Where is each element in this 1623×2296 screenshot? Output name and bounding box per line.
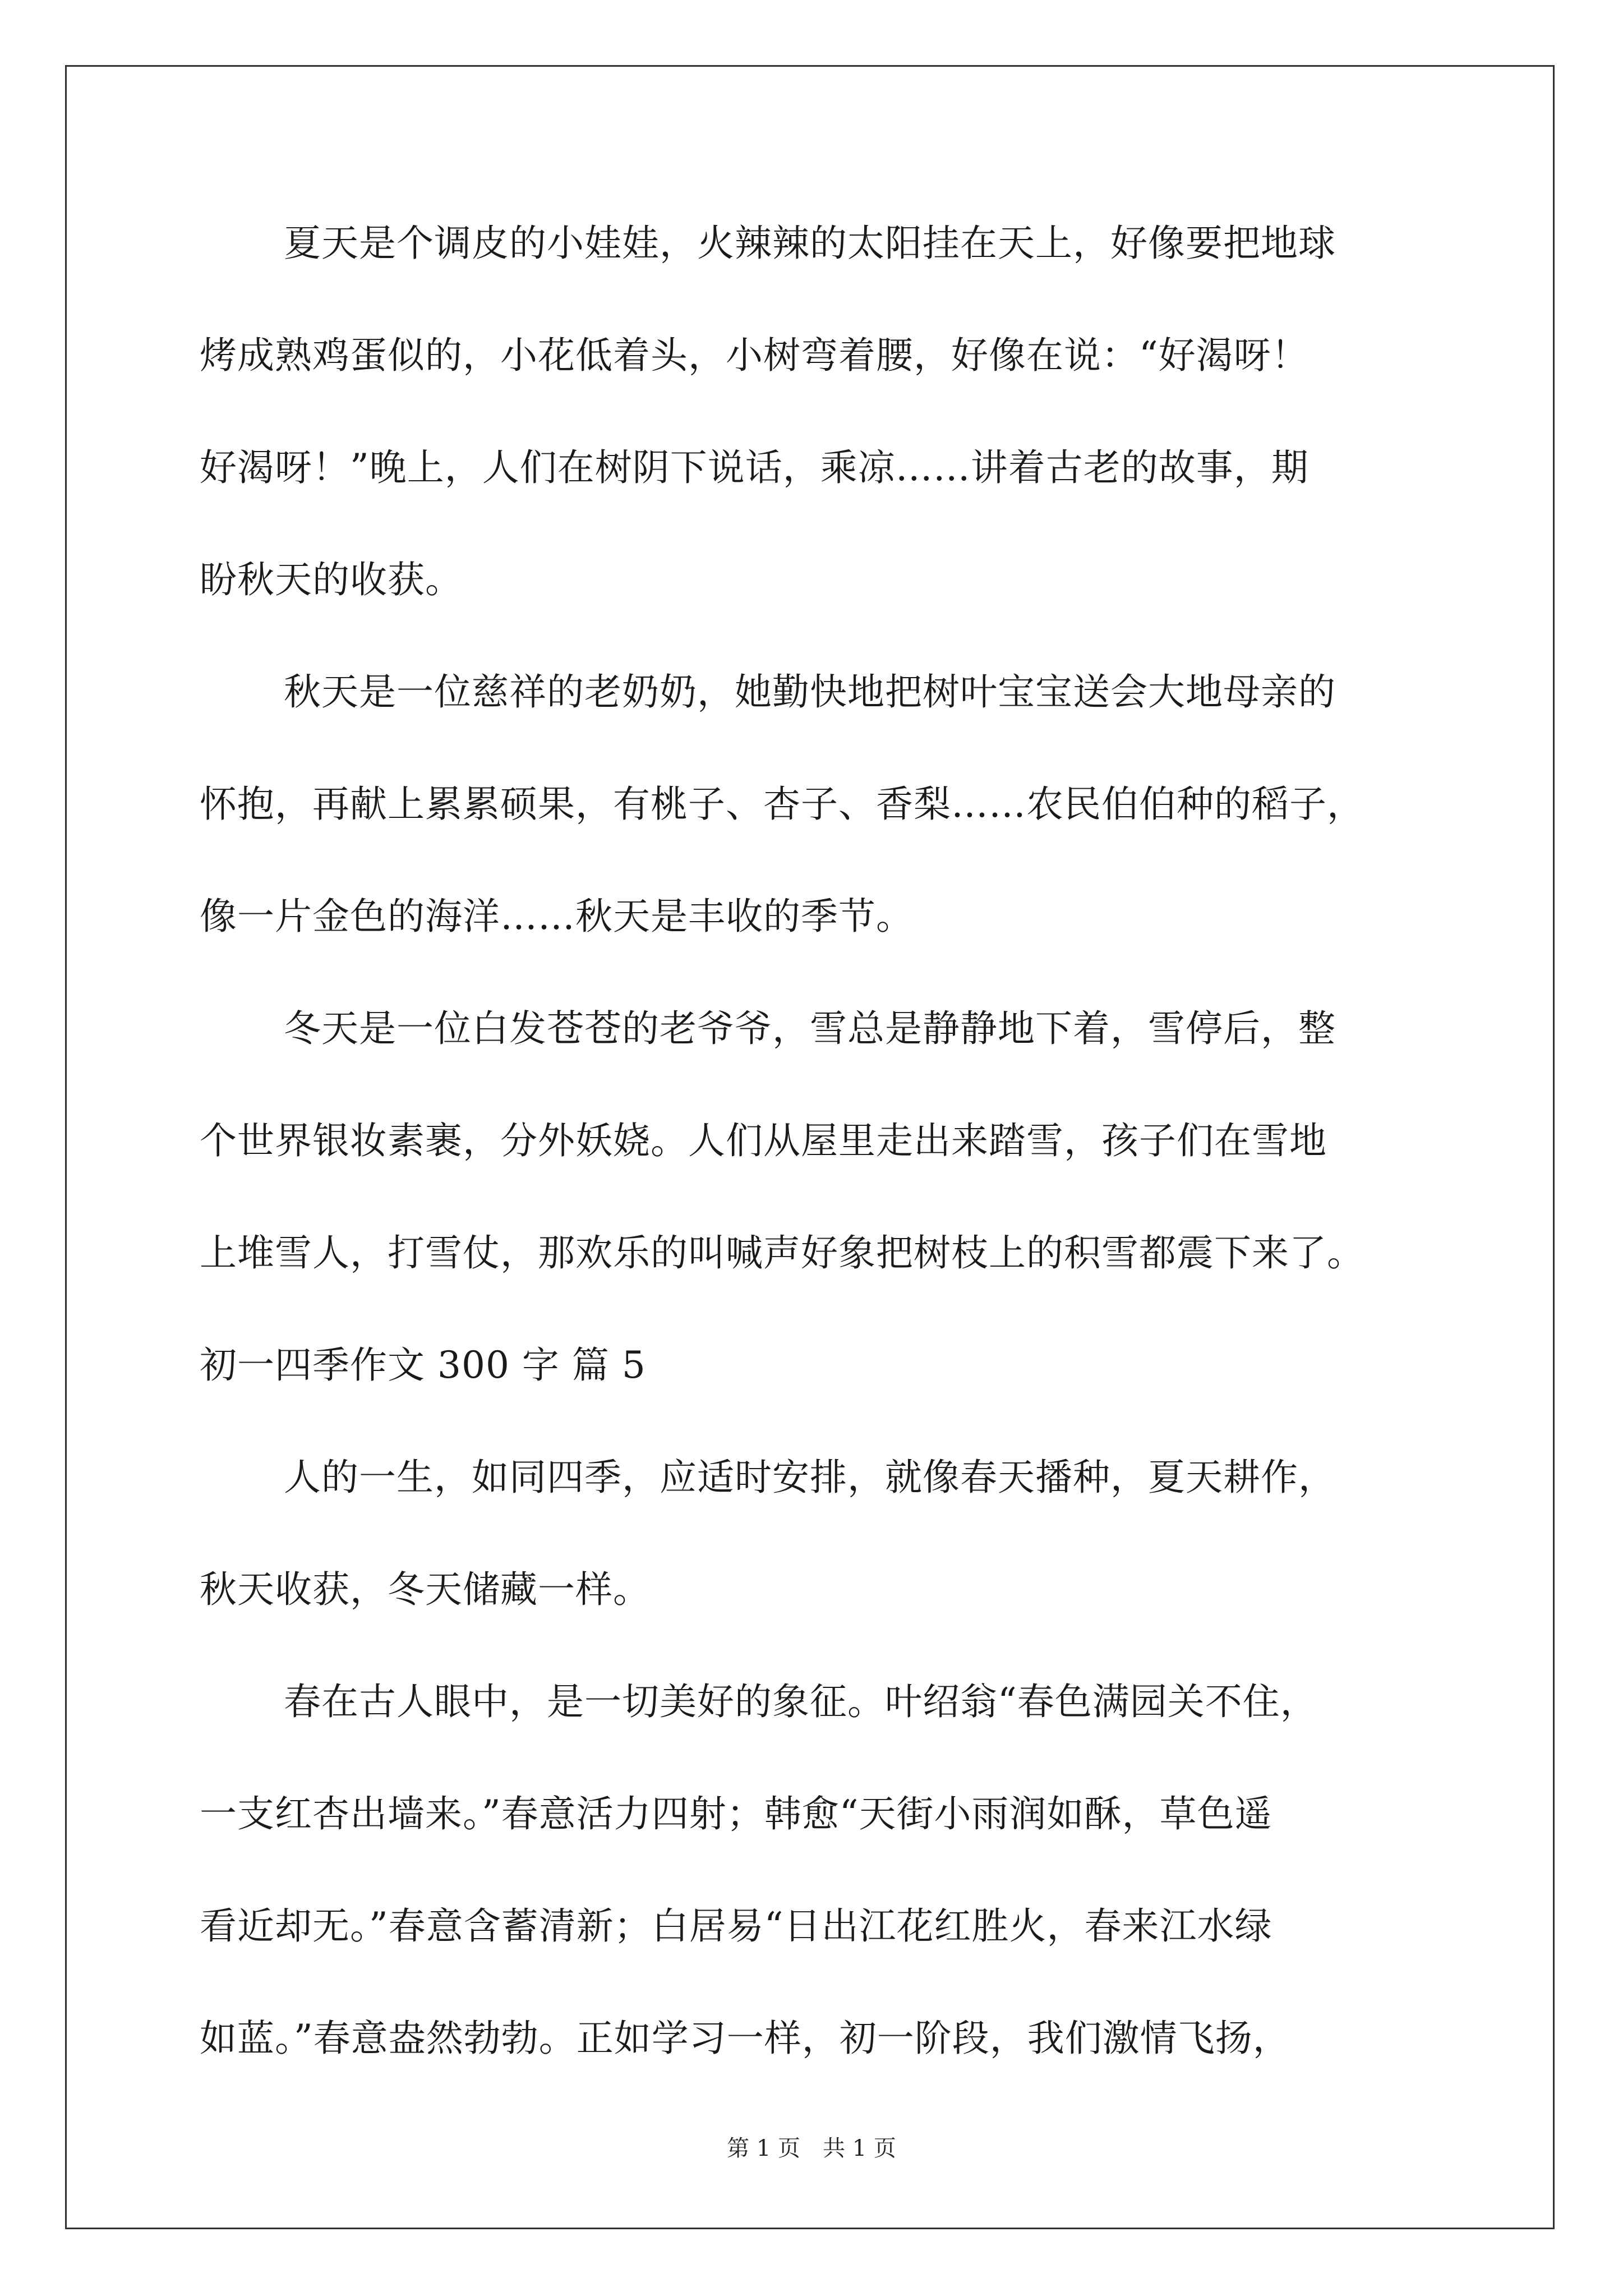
page-footer: 第 1 页 共 1 页 [727, 2136, 896, 2161]
paragraph-winter-line-3: 上堆雪人，打雪仗，那欢乐的叫喊声好象把树枝上的积雪都震下来了。 [200, 1231, 1364, 1274]
paragraph-autumn-line-3: 像一片金色的海洋……秋天是丰收的季节。 [200, 895, 914, 938]
paragraph-winter-line-2: 个世界银妆素裹，分外妖娆。人们从屋里走出来踏雪，孩子们在雪地 [200, 1119, 1327, 1162]
paragraph-life-line-1: 人的一生，如同四季，应适时安排，就像春天播种，夏天耕作， [284, 1456, 1336, 1499]
paragraph-autumn-line-2: 怀抱，再献上累累硕果，有桃子、杏子、香梨……农民伯伯种的稻子， [200, 783, 1364, 826]
paragraph-summer-line-2: 烤成熟鸡蛋似的，小花低着头，小树弯着腰，好像在说：“好渴呀！ [200, 334, 1309, 377]
paragraph-summer-line-1: 夏天是个调皮的小娃娃，火辣辣的太阳挂在天上，好像要把地球 [284, 222, 1336, 265]
section-heading: 初一四季作文 300 字 篇 5 [200, 1343, 646, 1387]
paragraph-autumn-line-1: 秋天是一位慈祥的老奶奶，她勤快地把树叶宝宝送会大地母亲的 [284, 670, 1336, 714]
paragraph-summer-line-3: 好渴呀！”晚上，人们在树阴下说话，乘凉……讲着古老的故事，期 [200, 446, 1309, 489]
paragraph-life-line-2: 秋天收获，冬天储藏一样。 [200, 1568, 651, 1611]
paragraph-spring-line-1: 春在古人眼中，是一切美好的象征。叶绍翁“春色满园关不住， [284, 1680, 1318, 1723]
paragraph-spring-line-3: 看近却无。”春意含蓄清新；白居易“日出江花红胜火，春来江水绿 [200, 1904, 1272, 1948]
document-body [200, 219, 1448, 2126]
paragraph-winter-line-1: 冬天是一位白发苍苍的老爷爷，雪总是静静地下着，雪停后，整 [284, 1007, 1336, 1050]
paragraph-spring-line-2: 一支红杏出墙来。”春意活力四射；韩愈“天街小雨润如酥，草色遥 [200, 1792, 1272, 1835]
paragraph-summer-line-4: 盼秋天的收获。 [200, 558, 463, 601]
paragraph-spring-line-4: 如蓝。”春意盎然勃勃。正如学习一样，初一阶段，我们激情飞扬， [200, 2017, 1290, 2060]
